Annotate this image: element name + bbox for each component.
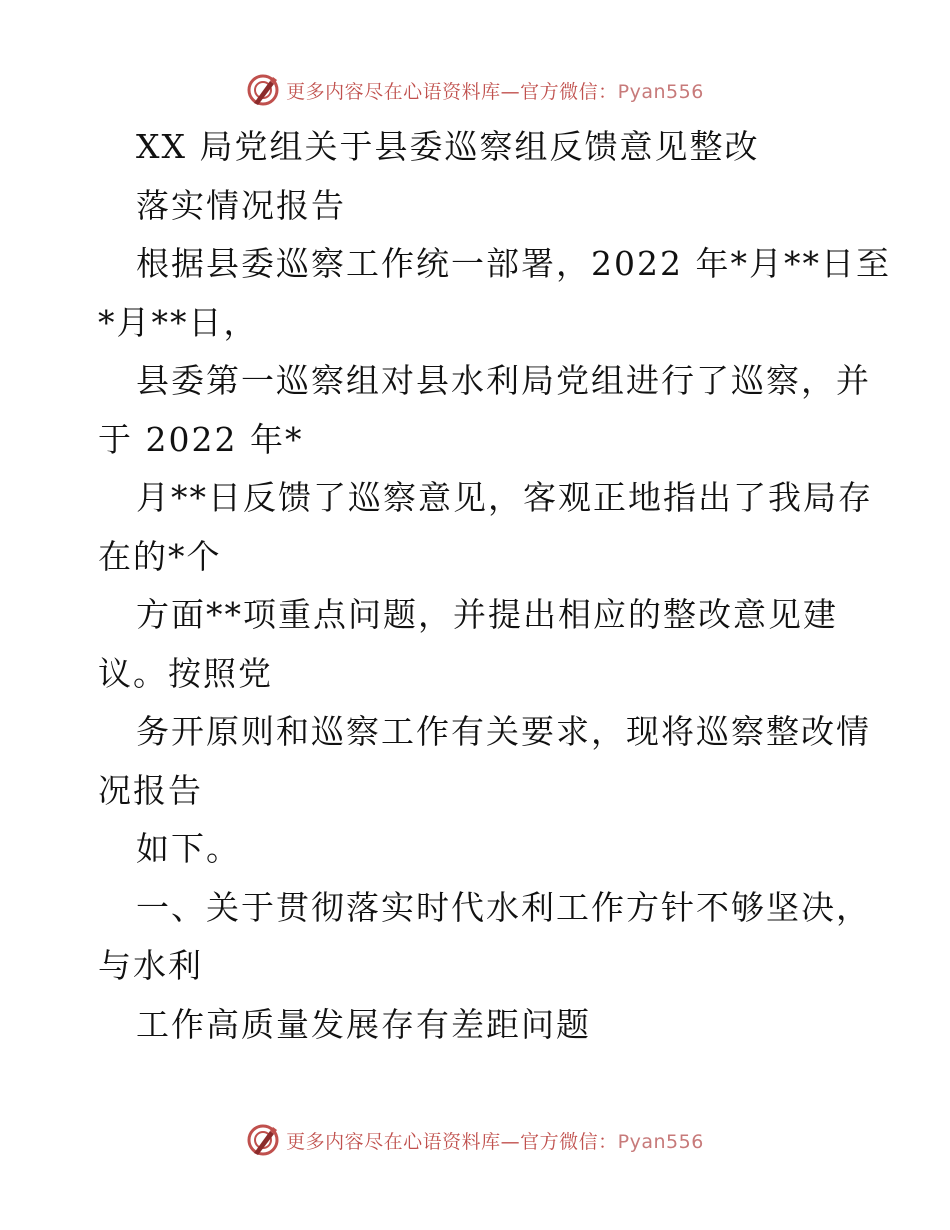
watermark-handle: Pyan556 — [617, 80, 704, 103]
document-line: 况报告 — [98, 770, 203, 810]
document-line: 如下。 — [136, 829, 241, 868]
watermark-text: 更多内容尽在心语资料库—官方微信： — [286, 80, 618, 103]
document-body — [98, 118, 891, 1054]
document-line: 月**日反馈了巡察意见，客观正地指出了我局存 — [136, 478, 873, 517]
document-line: XX 局党组关于县委巡察组反馈意见整改 — [136, 127, 760, 166]
watermark-text: 更多内容尽在心语资料库—官方微信： — [286, 1130, 618, 1153]
document-line: 方面**项重点问题，并提出相应的整改意见建 — [136, 595, 838, 634]
document-line: 于 2022 年* — [98, 419, 304, 459]
watermark-handle: Pyan556 — [617, 1130, 704, 1153]
document-line: 落实情况报告 — [136, 185, 346, 225]
document-line: 县委第一巡察组对县水利局党组进行了巡察，并 — [136, 361, 871, 400]
red-pen-circle-icon — [246, 1123, 280, 1157]
document-line: 议。按照党 — [98, 653, 273, 693]
red-pen-circle-icon — [246, 73, 280, 107]
document-line: 在的*个 — [98, 536, 222, 576]
document-line: 务开原则和巡察工作有关要求，现将巡察整改情 — [136, 712, 871, 751]
document-line: 一、关于贯彻落实时代水利工作方针不够坚决， — [136, 887, 871, 927]
header-watermark — [0, 72, 950, 108]
document-line: 工作高质量发展存有差距问题 — [136, 1004, 591, 1044]
document-line: 与水利 — [98, 946, 203, 985]
document-line: *月**日， — [98, 302, 259, 342]
footer-watermark — [0, 1122, 950, 1158]
document-line: 根据县委巡察工作统一部署，2022 年*月**日至 — [136, 244, 891, 283]
